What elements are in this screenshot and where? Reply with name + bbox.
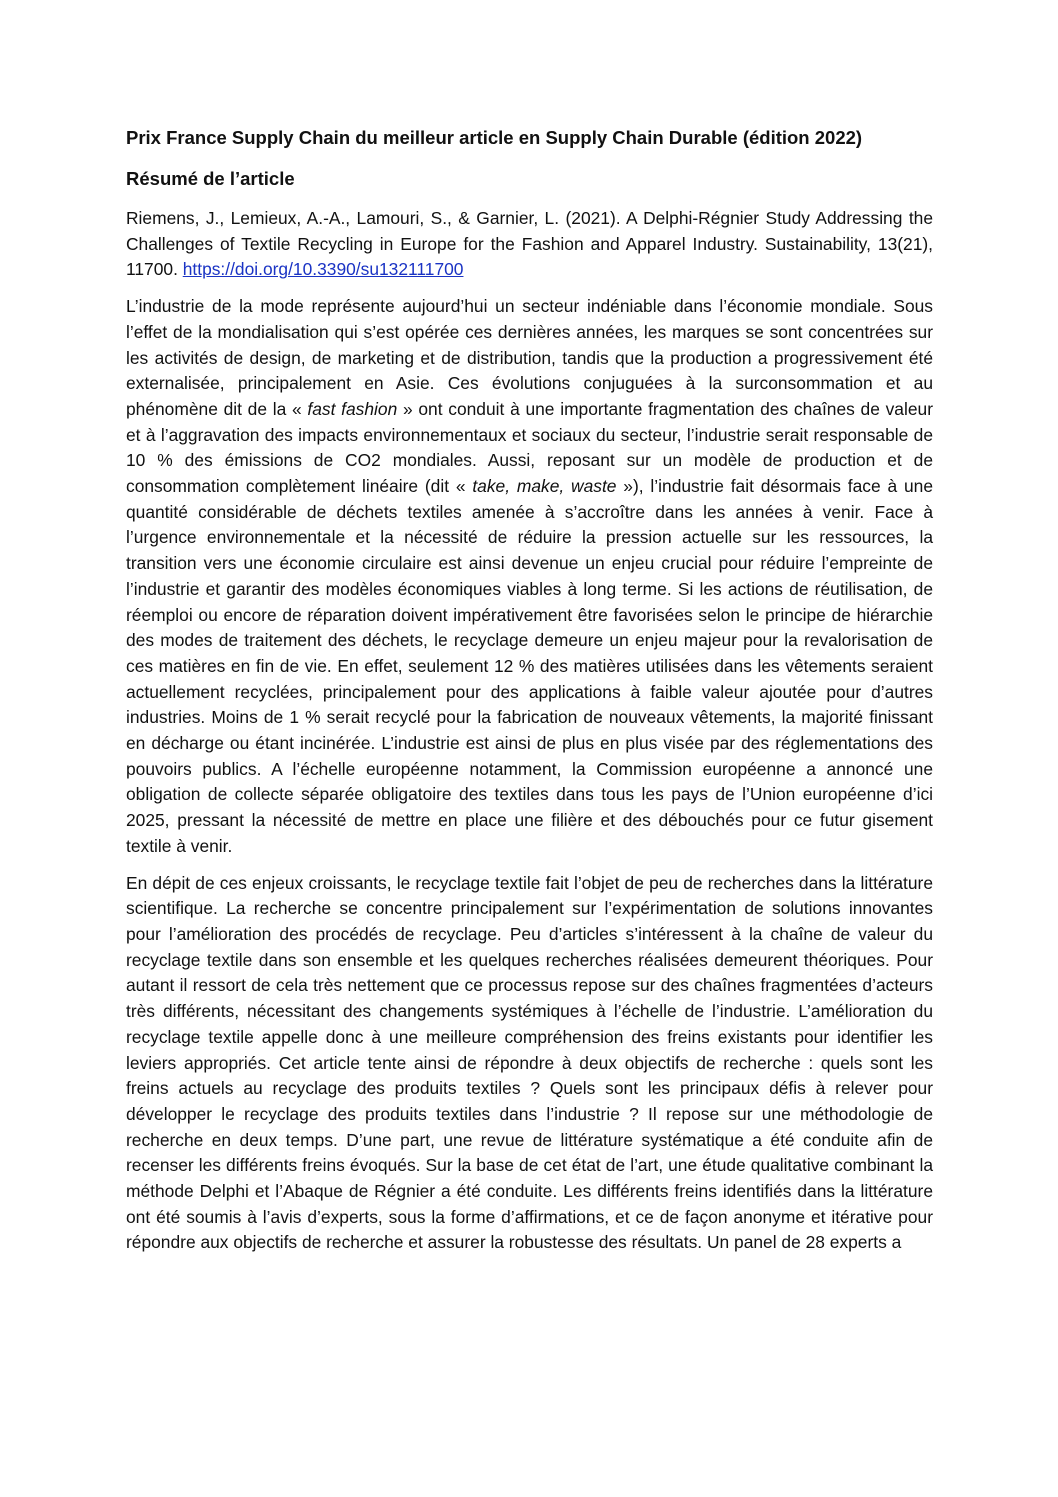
reference-paragraph (126, 206, 933, 283)
paragraph-1-italic-fast-fashion: fast fashion (307, 398, 398, 419)
document-page (126, 124, 933, 1267)
paragraph-1-text-a: L’industrie de la mode représente aujourd’hui un secteur indéniable dans l’économie mondiale. Sous l’effet de la mondialisation qui s’est opérée ces dernières années, les marques se sont concentrées sur les activités de design, de marketing et de distribution, tandis que la production a progressivement été externalisée, principalement en Asie. Ces évolutions conjuguées à la surconsommation et au phénomène dit de la « (126, 296, 933, 419)
paragraph-1-italic-take-make-waste: take, make, waste (472, 476, 617, 497)
document-subtitle: Résumé de l’article (126, 168, 295, 189)
doi-link[interactable]: https://doi.org/10.3390/su132111700 (182, 259, 464, 280)
body-paragraph-1 (126, 294, 933, 859)
reference-citation: Riemens, J., Lemieux, A.-A., Lamouri, S., & Garnier, L. (2021). A Delphi-Régnier Study Addressing the Challenges of Textile Recycling in Europe for the Fashion and Apparel Industry. Sustainability, 13(21), 11700. (126, 208, 933, 280)
document-title: Prix France Supply Chain du meilleur article en Supply Chain Durable (édition 2022) (126, 127, 863, 148)
paragraph-1-text-c: »), l’industrie fait désormais face à une quantité considérable de déchets textiles amenée à s’accroître dans les années à venir. Face à l’urgence environnementale et la nécessité de réduire la pression actuelle sur les ressources, la transition vers une économie circulaire est ainsi devenue un enjeu crucial pour réduire l’empreinte de l’industrie et garantir des modèles économiques viables à long terme. Si les actions de réutilisation, de réemploi ou encore de réparation doivent impérativement être favorisées selon le principe de hiérarchie des modes de traitement des déchets, le recyclage demeure un enjeu majeur pour la revalorisation de ces matières en fin de vie. En effet, seulement 12 % des matières utilisées dans les vêtements seraient actuellement recyclées, principalement pour des applications à faible valeur ajoutée pour d’autres industries. Moins de 1 % serait recyclé pour la fabrication de nouveaux vêtements, la majorité finissant en décharge ou étant incinérée. L’industrie est ainsi de plus en plus visée par des réglementations des pouvoirs publics. A l’échelle européenne notamment, la Commission européenne a annoncé une obligation de collecte séparée obligatoire des textiles dans tous les pays de l’Union européenne d’ici 2025, pressant la nécessité de mettre en place une filière et des débouchés pour ce futur gisement textile à venir. (126, 476, 933, 856)
body-paragraph-2: En dépit de ces enjeux croissants, le recyclage textile fait l’objet de peu de recherches dans la littérature scientifique. La recherche se concentre principalement sur l’expérimentation de solutions innovantes pour l’amélioration des procédés de recyclage. Peu d’articles s’intéressent à la chaîne de valeur du recyclage textile dans son ensemble et les quelques recherches réalisées demeurent théoriques. Pour autant il ressort de cela très nettement que ce processus repose sur des chaînes fragmentées d’acteurs très différents, nécessitant des changements systémiques à l’échelle de l’industrie. L’amélioration du recyclage textile appelle donc à une meilleure compréhension des freins existants pour identifier les leviers appropriés. Cet article tente ainsi de répondre à deux objectifs de recherche : quels sont les freins actuels au recyclage des produits textiles ? Quels sont les principaux défis à relever pour développer le recyclage des produits textiles dans l’industrie ? Il repose sur une méthodologie de recherche en deux temps. D’une part, une revue de littérature systématique a été conduite afin de recenser les différents freins évoqués. Sur la base de cet état de l’art, une étude qualitative combinant la méthode Delphi et l’Abaque de Régnier a été conduite. Les différents freins identifiés dans la littérature ont été soumis à l’avis d’experts, sous la forme d’affirmations, et ce de façon anonyme et itérative pour répondre aux objectifs de recherche et assurer la robustesse des résultats. Un panel de 28 experts a (126, 872, 933, 1253)
paragraph-1-text-b: » ont conduit à une importante fragmentation des chaînes de valeur et à l’aggravation des impacts environnementaux et sociaux du secteur, l’industrie serait responsable de 10 % des émissions de CO2 mondiales. Aussi, reposant sur un modèle de production et de consommation complètement linéaire (dit « (126, 398, 933, 497)
